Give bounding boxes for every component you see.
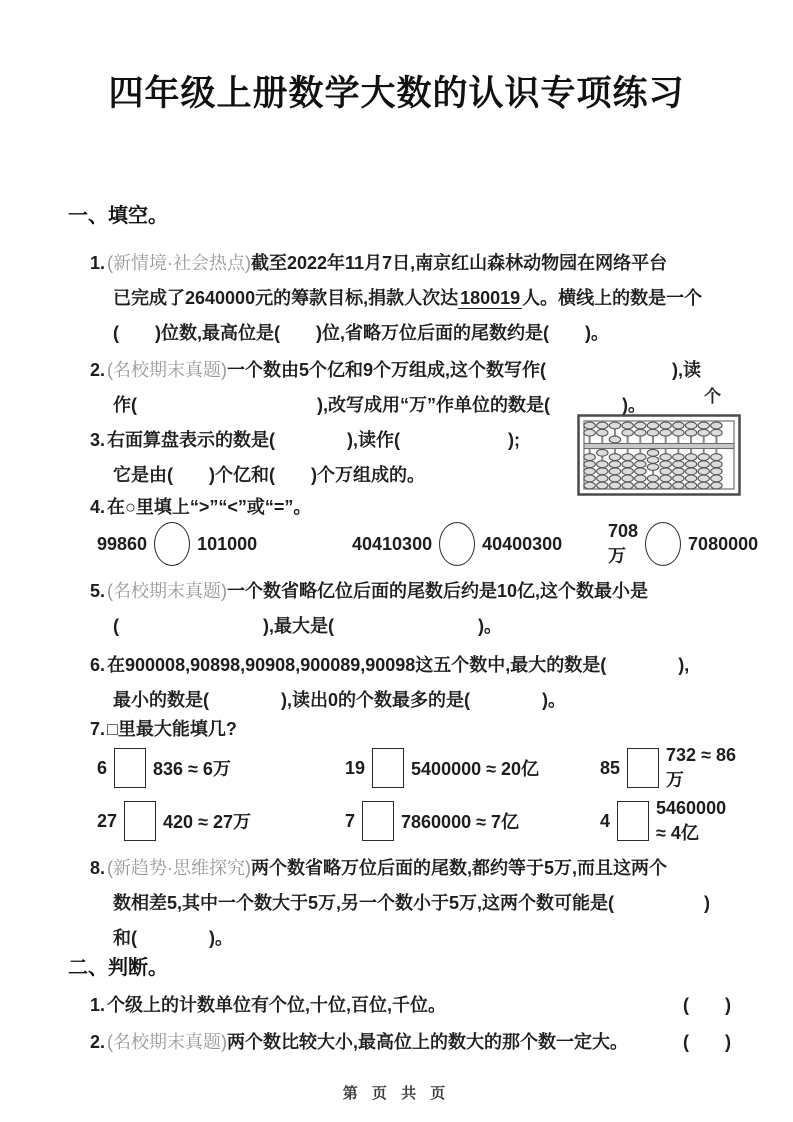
- fill-6-post: 5460000 ≈ 4亿: [656, 797, 727, 843]
- comparison-item-3: [608, 521, 758, 568]
- question-8-line2: 数相差5,其中一个数大于5万,另一个数小于5万,这两个数可能是( ): [113, 893, 711, 913]
- fill-5-pre: 7: [345, 810, 356, 831]
- question-6: [68, 648, 737, 718]
- comparison-circle-3: [645, 522, 681, 566]
- page-footer: 第 页 共 页: [342, 1085, 451, 1102]
- question-1-tag: (新情境·社会热点): [107, 253, 251, 273]
- fill-box-6: [617, 801, 649, 841]
- judge-2-line: [68, 1025, 737, 1060]
- fill-4-pre: 27: [97, 810, 118, 831]
- question-2-tag: (名校期末真题): [107, 360, 228, 380]
- question-1-line2-post: 人。横线上的数是一个: [522, 288, 703, 308]
- judge-2-tag: (名校期末真题): [107, 1032, 228, 1052]
- comparison-1-right: 101000: [197, 533, 258, 554]
- comparison-circle-2: [439, 522, 475, 566]
- fill-item-3: [600, 745, 737, 792]
- question-3-number: 3.: [90, 430, 106, 450]
- question-5-tag: (名校期末真题): [107, 581, 228, 601]
- section2-heading: 二、判断。: [68, 957, 168, 979]
- fill-2-pre: 19: [345, 757, 366, 778]
- question-2-line1: [68, 353, 737, 388]
- fill-item-1: [97, 748, 345, 788]
- question-7-row1: [68, 742, 737, 794]
- comparison-1-left: 99860: [97, 533, 148, 554]
- judge-2-textwrap: [90, 1025, 628, 1060]
- fill-box-3: [627, 748, 659, 788]
- question-2-text: 一个数由5个亿和9个万组成,这个数写作( ),读: [227, 360, 702, 380]
- fill-6-pre: 4: [600, 810, 611, 831]
- fill-item-2: [345, 748, 600, 788]
- fill-box-5: [362, 801, 394, 841]
- judge-1-textwrap: [90, 988, 446, 1023]
- question-6-number: 6.: [90, 655, 106, 675]
- judge-1-answer-parens: ( ): [683, 995, 731, 1015]
- question-1-text: 截至2022年11月7日,南京红山森林动物园在网络平台: [251, 253, 668, 273]
- question-8-tag: (新趋势·思维探究): [107, 858, 251, 878]
- question-4-number: 4.: [90, 497, 106, 517]
- comparison-3-right: 7080000: [688, 533, 759, 554]
- question-7-text: □里最大能填几?: [107, 719, 237, 739]
- fill-2-post: 5400000 ≈ 20亿: [411, 759, 540, 779]
- fill-box-2: [372, 748, 404, 788]
- comparison-circle-1: [154, 522, 190, 566]
- section1-heading: 一、填空。: [68, 205, 168, 227]
- question-6-line2: 最小的数是( ),读出0的个数最多的是( )。: [113, 690, 566, 710]
- question-3-text: 右面算盘表示的数是( ),读作( );: [107, 430, 520, 450]
- fill-1-pre: 6: [97, 757, 108, 778]
- question-1-line1: [68, 246, 737, 281]
- question-1-line2: [68, 281, 737, 316]
- question-3-line2: 它是由( )个亿和( )个万组成的。: [113, 465, 425, 485]
- question-5: [68, 574, 737, 644]
- judge-2-number: 2.: [90, 1032, 106, 1052]
- question-5-line2: ( ),最大是( )。: [113, 616, 502, 636]
- fill-item-4: [97, 801, 345, 841]
- comparison-item-2: [352, 522, 608, 566]
- judge-1-line: [68, 988, 737, 1023]
- judge-2-text: 两个数比较大小,最高位上的数大的那个数一定大。: [227, 1032, 629, 1052]
- question-4-text: 在○里填上“>”“<”或“=”。: [107, 497, 312, 517]
- question-8-line3: 和( )。: [113, 928, 233, 948]
- underlined-number: 180019: [460, 288, 521, 308]
- judge-1-number: 1.: [90, 995, 106, 1015]
- question-4-items: [68, 518, 759, 570]
- question-5-line1: [68, 574, 737, 609]
- question-6-text: 在900008,90898,90908,900089,90098这五个数中,最大的数是( ),: [107, 655, 690, 675]
- question-1-line2-pre: 已完成了2640000元的筹款目标,捐款人次达: [113, 288, 459, 308]
- judge-question-2: [68, 1025, 737, 1060]
- fill-5-post: 7860000 ≈ 7亿: [401, 812, 519, 832]
- fill-item-6: [600, 798, 737, 845]
- question-1: [68, 246, 737, 351]
- abacus-ones-label: 个: [704, 387, 721, 406]
- comparison-2-right: 40400300: [482, 533, 563, 554]
- fill-box-1: [114, 748, 146, 788]
- fill-3-pre: 85: [600, 757, 621, 778]
- question-8-number: 8.: [90, 858, 106, 878]
- comparison-3-left: 708万: [608, 520, 639, 566]
- comparison-item-1: [97, 522, 352, 566]
- fill-1-post: 836 ≈ 6万: [153, 759, 231, 779]
- question-8: [68, 851, 737, 956]
- judge-2-answer-parens: ( ): [683, 1032, 731, 1052]
- question-2-line2: 作( ),改写成用“万”作单位的数是( )。: [113, 395, 646, 415]
- abacus-figure: [577, 384, 741, 501]
- fill-3-post: 732 ≈ 86万: [666, 744, 736, 790]
- question-8-text: 两个数省略万位后面的尾数,都约等于5万,而且这两个: [251, 858, 668, 878]
- page-title: 四年级上册数学大数的认识专项练习: [108, 74, 685, 113]
- fill-4-post: 420 ≈ 27万: [163, 812, 251, 832]
- question-5-number: 5.: [90, 581, 106, 601]
- fill-item-5: [345, 801, 600, 841]
- fill-box-4: [124, 801, 156, 841]
- comparison-2-left: 40410300: [352, 533, 433, 554]
- question-7-row2: [68, 795, 737, 847]
- judge-question-1: [68, 988, 737, 1023]
- question-1-line3: ( )位数,最高位是( )位,省略万位后面的尾数约是( )。: [113, 323, 609, 343]
- judge-1-text: 个级上的计数单位有个位,十位,百位,千位。: [107, 995, 447, 1015]
- question-5-text: 一个数省略亿位后面的尾数后约是10亿,这个数最小是: [227, 581, 649, 601]
- question-6-line1: [68, 648, 737, 683]
- question-8-line1: [68, 851, 737, 886]
- abacus-svg: [577, 414, 741, 496]
- question-7-number: 7.: [90, 719, 106, 739]
- question-1-number: 1.: [90, 253, 106, 273]
- question-2-number: 2.: [90, 360, 106, 380]
- worksheet-content: [0, 202, 793, 1060]
